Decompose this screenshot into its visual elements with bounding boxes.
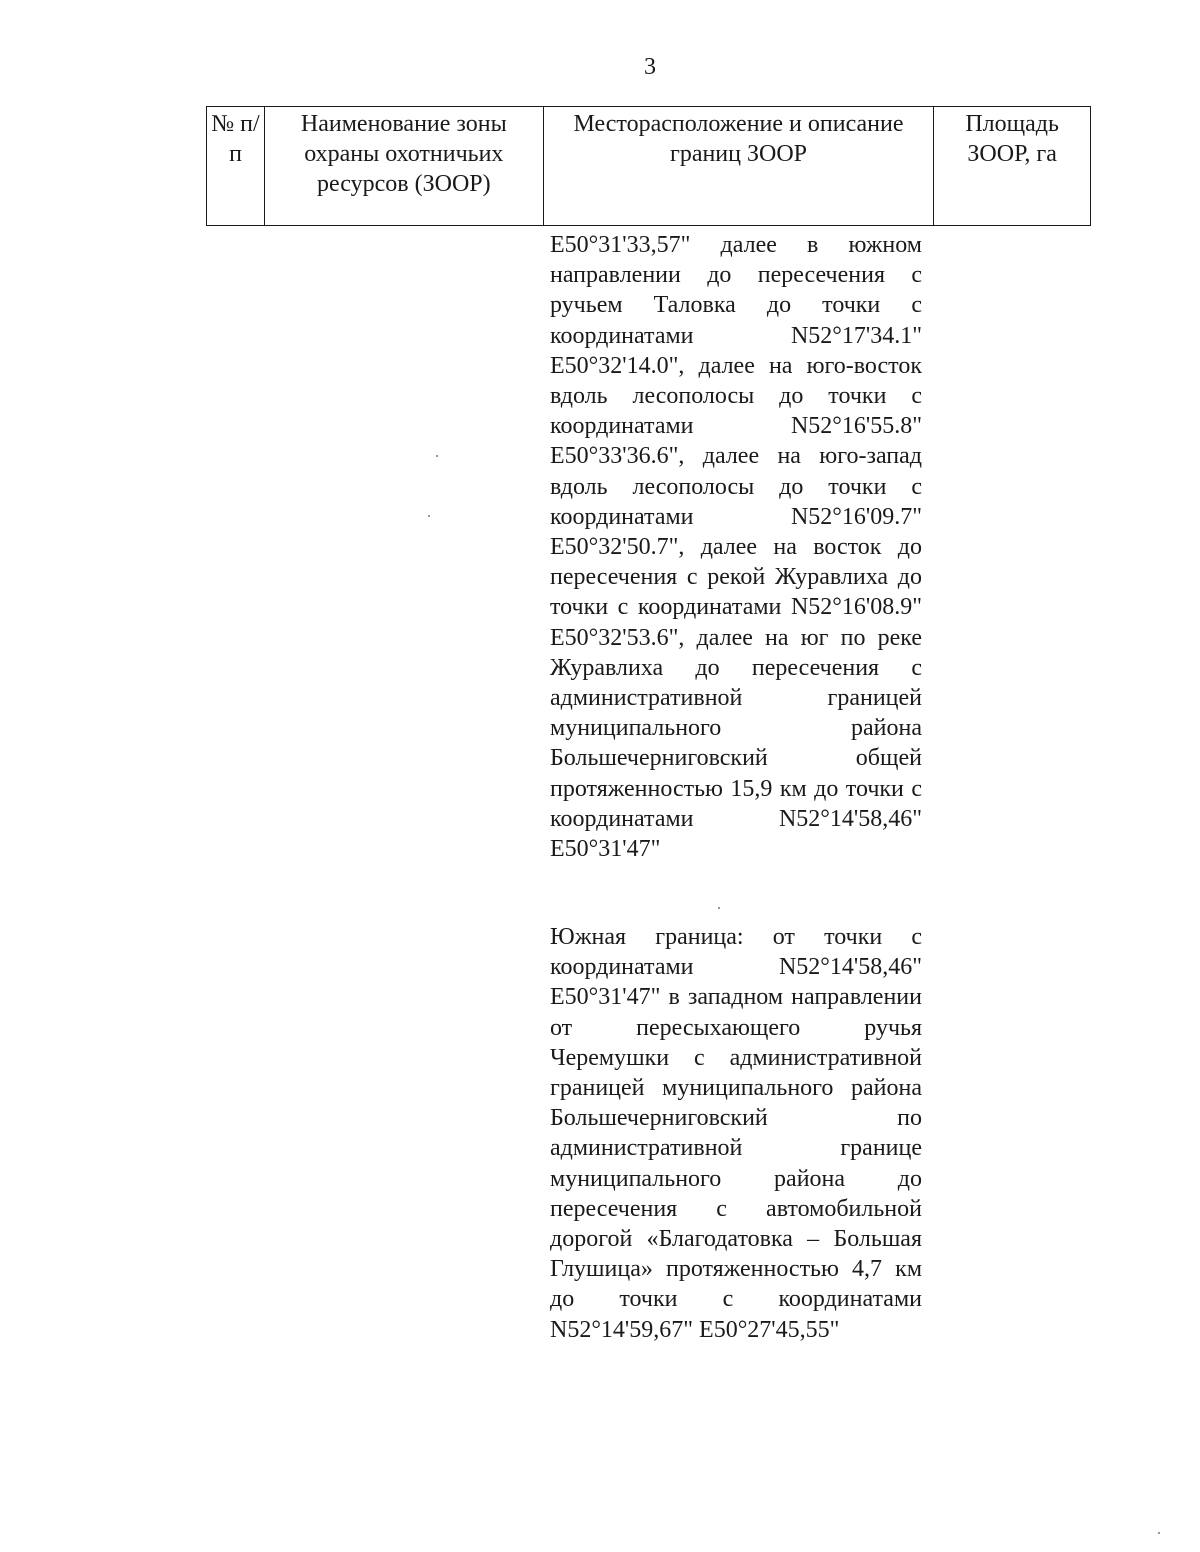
header-location-description: Месторасположение и описание границ ЗООР: [543, 107, 934, 226]
border-description-continuation: [550, 230, 922, 864]
table-header-row: [207, 107, 1091, 226]
continuation-paragraph: E50°31'33,57" далее в южном направлении до пересечения с ручьем Таловка до точки с координатами N52°17'34.1" E50°32'14.0", далее на юго-восток вдоль лесополосы до точки с координатами N52°16'55.8" E50°33'36.6", далее на юго-запад вдоль лесополосы до точки с координатами N52°16'09.7" E50°32'50.7", далее на восток до пересечения с рекой Журавлиха до точки с координатами N52°16'08.9" E50°32'53.6", далее на юг по реке Журавлиха до пересечения с административной границей муниципального района Большечерниговский общей протяженностью 15,9 км до точки с координатами N52°14'58,46" E50°31'47": [550, 232, 922, 863]
scan-speck: [428, 515, 430, 517]
southern-border-paragraph: Южная граница: от точки с координатами N52°14'58,46" E50°31'47" в западном направлении от пересыхающего ручья Черемушки с административной границей муниципального района Большечерниговский по административной границе муниципального района до пересечения с автомобильной дорогой «Благодатовка – Большая Глушица» протяженностью 4,7 км до точки с координатами N52°14'59,67" E50°27'45,55": [550, 924, 922, 1343]
scan-speck: [1158, 1532, 1160, 1534]
southern-border-description: [550, 922, 922, 1345]
zoor-table-header: [206, 106, 1091, 226]
scan-speck: [436, 455, 438, 457]
header-area: Площадь ЗООР, га: [934, 107, 1091, 226]
page-number: 3: [644, 54, 656, 80]
header-zone-name: Наименование зоны охраны охотничьих ресурсов (ЗООР): [264, 107, 543, 226]
scan-speck: [718, 907, 720, 909]
header-number: № п/п: [207, 107, 265, 226]
